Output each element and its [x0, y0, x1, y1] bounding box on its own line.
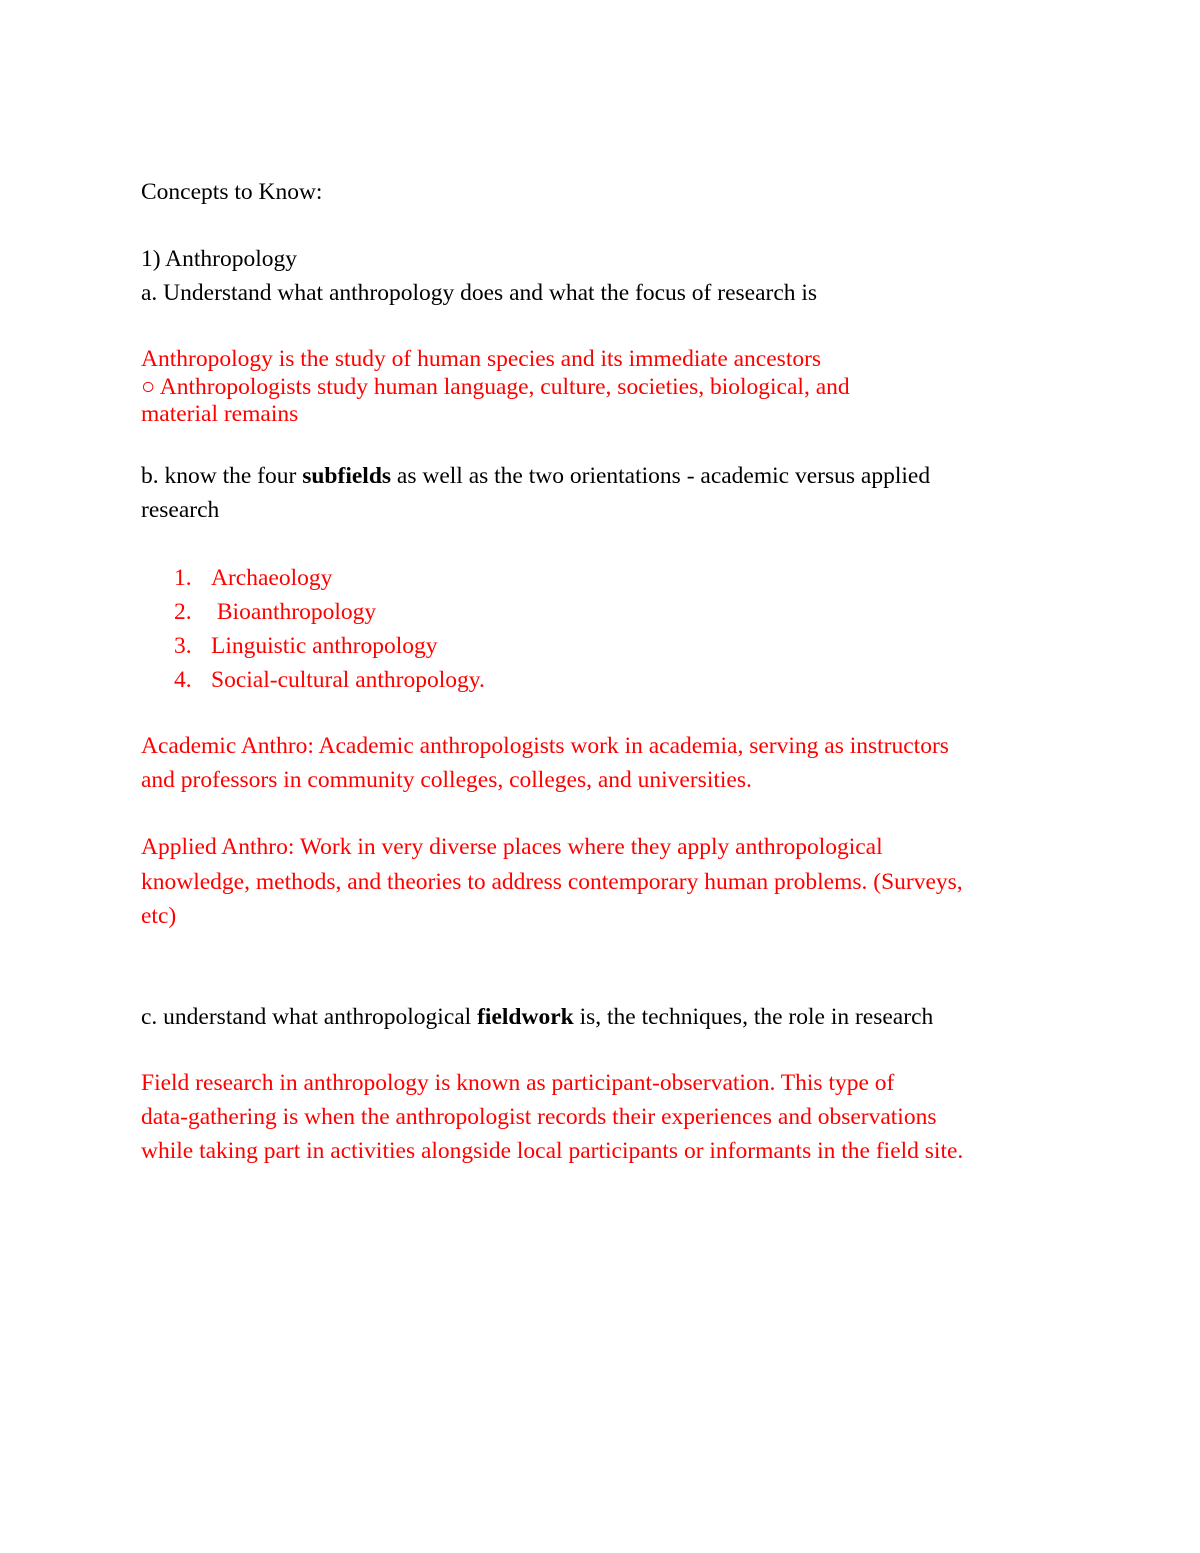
question-c	[141, 1003, 933, 1031]
list-number: 2.	[174, 599, 192, 625]
answer-c-line-2: data-gathering is when the anthropologist records their experiences and observations	[141, 1104, 937, 1130]
list-label: Social-cultural anthropology.	[211, 667, 485, 693]
question-b-line-2: research	[141, 497, 220, 523]
document-heading: Concepts to Know:	[141, 179, 323, 205]
list-label: Archaeology	[211, 565, 333, 591]
subfield-list-item	[174, 632, 438, 660]
list-label: Bioanthropology	[211, 599, 377, 625]
question-b-suffix: as well as the two orientations - academic versus applied	[391, 463, 931, 489]
question-b-bold-term: subfields	[302, 463, 392, 489]
list-number: 3.	[174, 633, 192, 659]
subfield-list-item	[174, 564, 332, 592]
answer-a-line-2: ○ Anthropologists study human language, culture, societies, biological, and	[141, 374, 850, 400]
academic-line-2: and professors in community colleges, colleges, and universities.	[141, 767, 752, 793]
subfield-list-item	[174, 598, 376, 626]
question-b-prefix: b. know the four	[141, 463, 303, 489]
question-c-bold-term: fieldwork	[477, 1004, 574, 1030]
list-number: 1.	[174, 565, 192, 591]
applied-line-1: Applied Anthro: Work in very diverse places where they apply anthropological	[141, 834, 883, 860]
question-c-prefix: c. understand what anthropological	[141, 1004, 478, 1030]
answer-a-line-1: Anthropology is the study of human species and its immediate ancestors	[141, 346, 822, 372]
list-label: Linguistic anthropology	[211, 633, 438, 659]
section-title: 1) Anthropology	[141, 246, 298, 272]
applied-line-3: etc)	[141, 903, 177, 929]
answer-c-line-3: while taking part in activities alongside local participants or informants in the field site.	[141, 1138, 964, 1164]
answer-c-line-1: Field research in anthropology is known as participant-observation. This type of	[141, 1070, 895, 1096]
subfield-list-item	[174, 666, 485, 694]
answer-a-line-3: material remains	[141, 401, 299, 427]
list-number: 4.	[174, 667, 192, 693]
question-b-line-1	[141, 462, 930, 490]
applied-line-2: knowledge, methods, and theories to address contemporary human problems. (Surveys,	[141, 869, 963, 895]
academic-line-1: Academic Anthro: Academic anthropologists work in academia, serving as instructors	[141, 733, 949, 759]
question-a: a. Understand what anthropology does and what the focus of research is	[141, 280, 818, 306]
question-c-suffix: is, the techniques, the role in research	[573, 1004, 934, 1030]
